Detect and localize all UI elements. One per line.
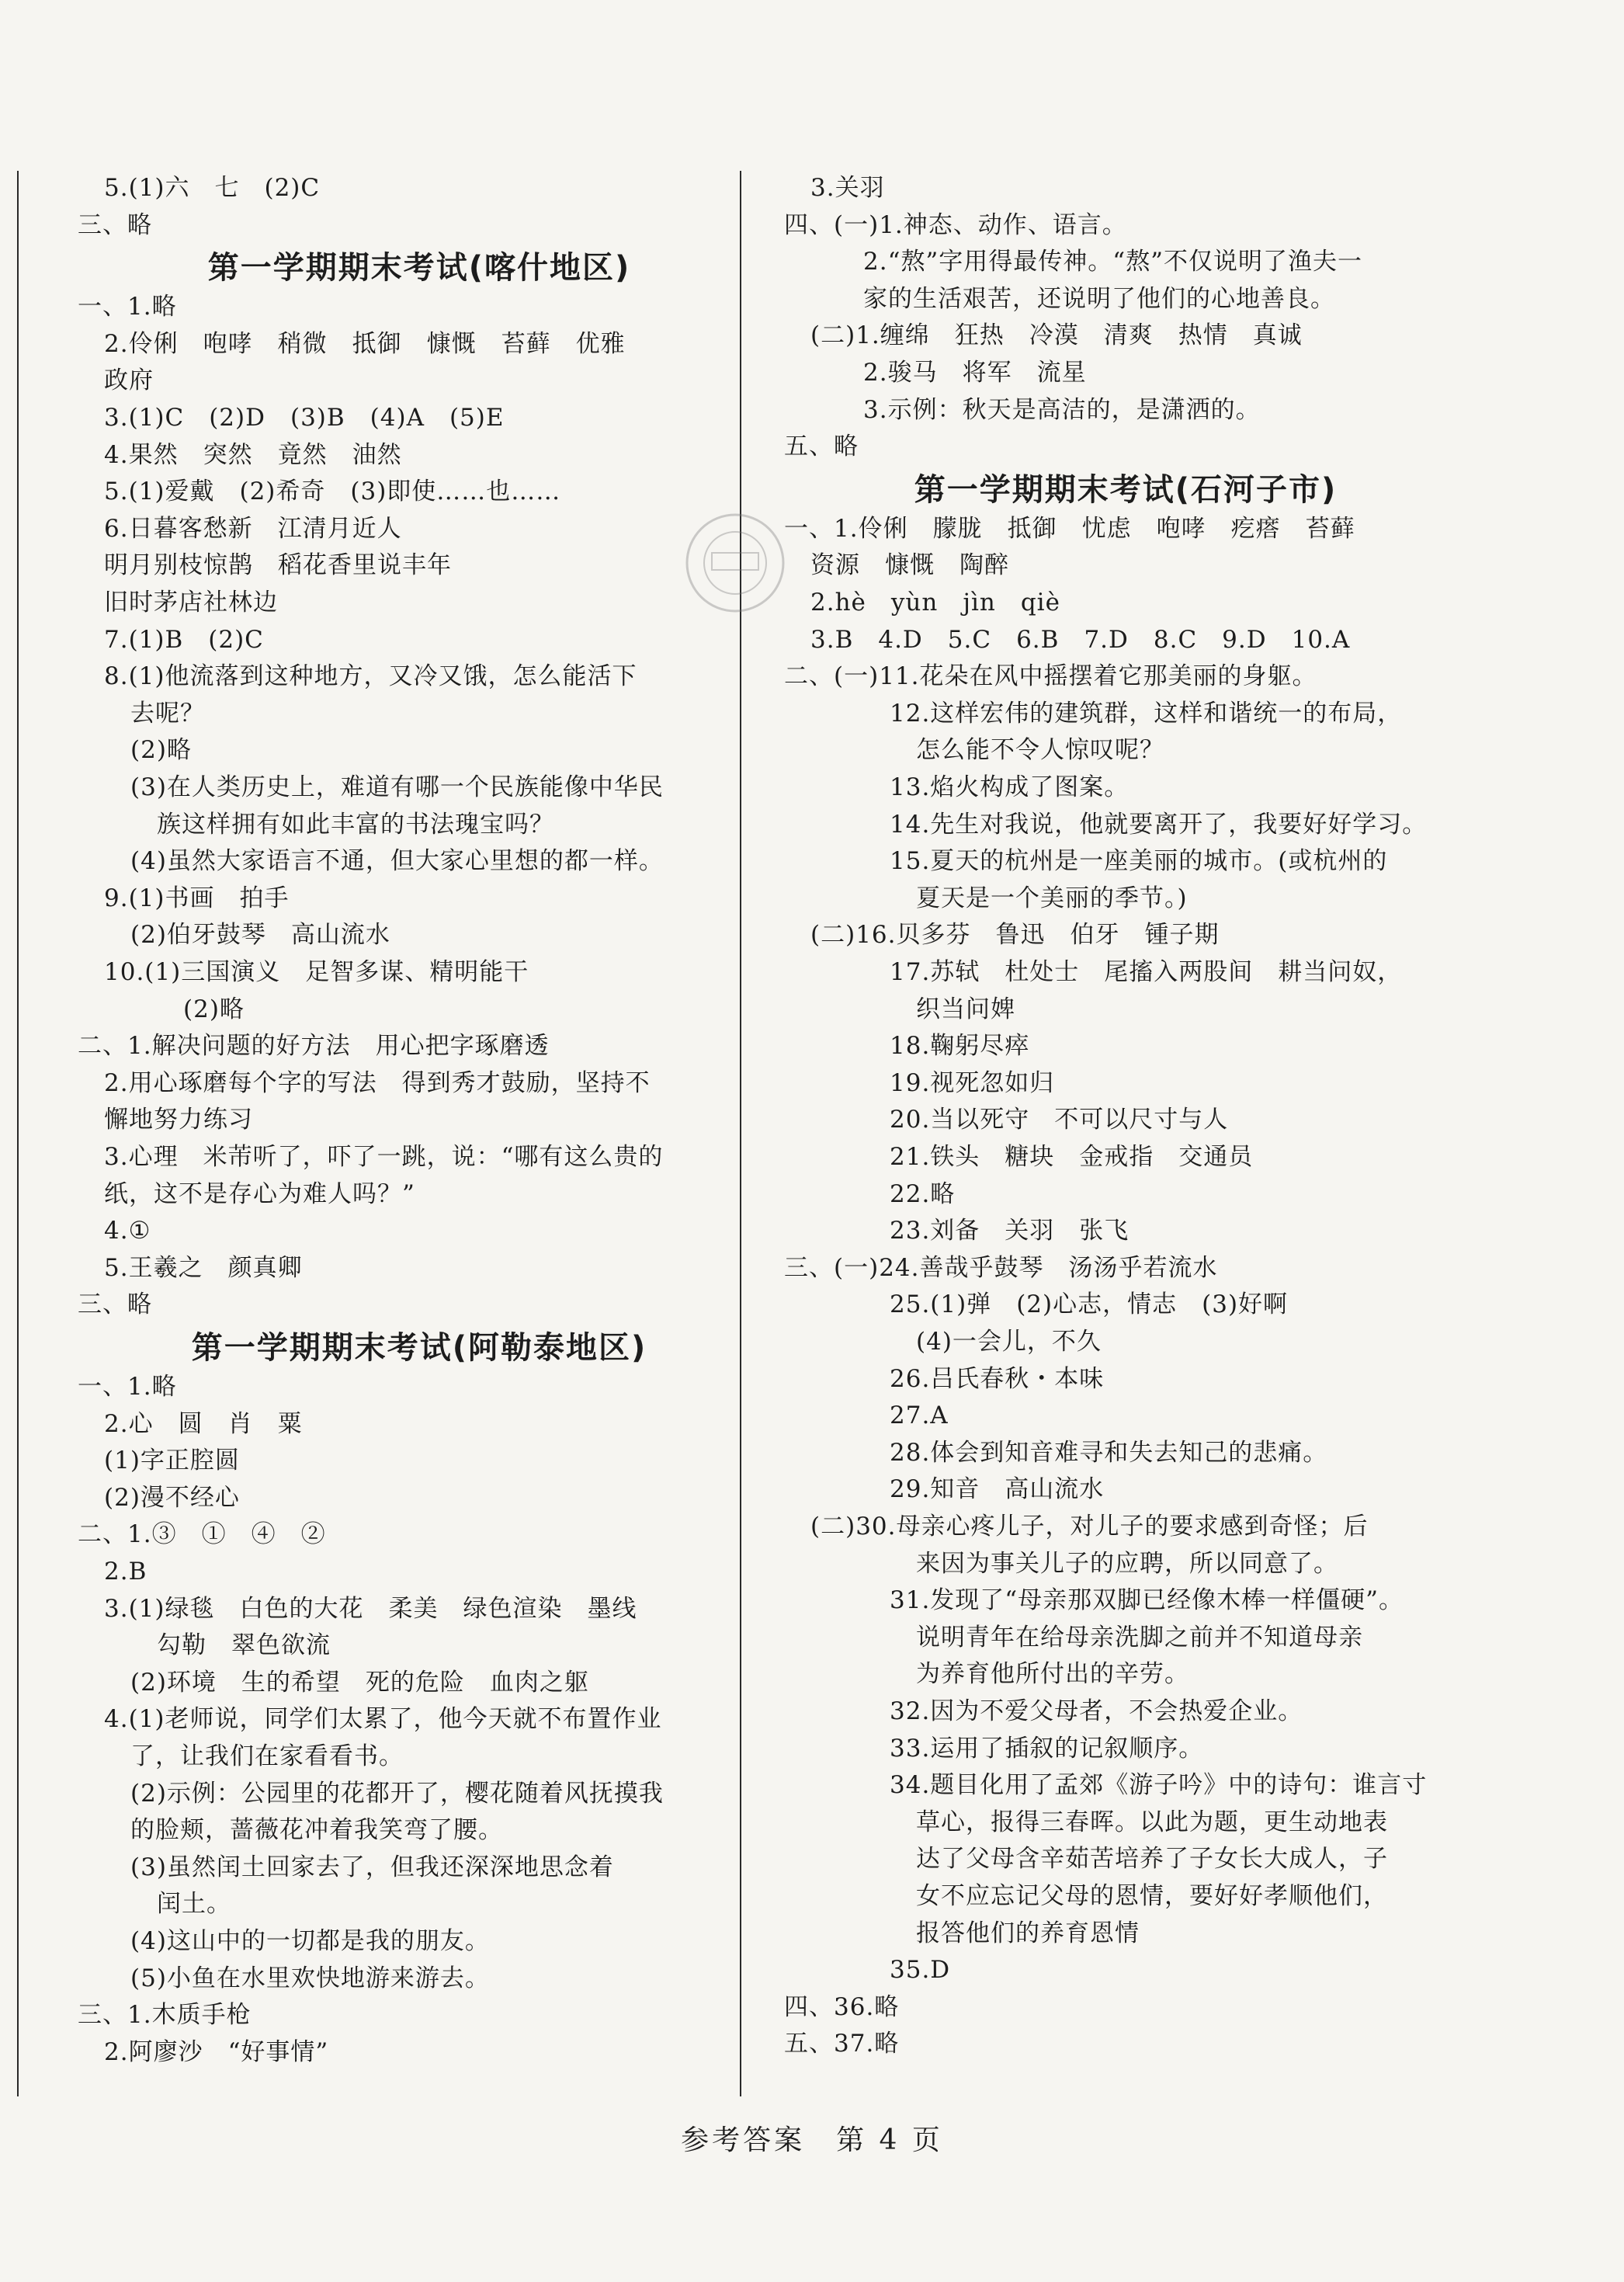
- page-footer: 参考答案 第 4 页: [681, 2124, 943, 2156]
- answer-line: 五、37.略: [784, 2030, 900, 2058]
- answer-line: 三、略: [78, 210, 152, 239]
- answer-line: 2.骏马 将军 流星: [863, 359, 1087, 387]
- answer-line: 17.苏轼 杜处士 尾搐入两股间 耕当问奴，: [890, 958, 1403, 986]
- answer-line: 29.知音 高山流水: [890, 1475, 1105, 1504]
- answer-line: 28.体会到知音难寻和失去知己的悲痛。: [890, 1438, 1328, 1467]
- answer-line: 三、(一)24.善哉乎鼓琴 汤汤乎若流水: [784, 1253, 1218, 1282]
- answer-line: 织当问婢: [916, 995, 1015, 1023]
- answer-line: 2.心 圆 肖 粟: [104, 1409, 303, 1438]
- answer-line: 3.B 4.D 5.C 6.B 7.D 8.C 9.D 10.A: [810, 625, 1351, 654]
- answer-line: 21.铁头 糖块 金戒指 交通员: [890, 1143, 1254, 1171]
- answer-line: (2)伯牙鼓琴 高山流水: [130, 921, 390, 950]
- answer-line: (2)略: [183, 995, 245, 1023]
- answer-line: 2.“熬”字用得最传神。“熬”不仅说明了渔夫一: [863, 248, 1362, 276]
- answer-line: 4.果然 突然 竟然 油然: [104, 440, 402, 469]
- answer-line: 族这样拥有如此丰富的书法瑰宝吗？: [157, 810, 554, 839]
- answer-line: (1)字正腔圆: [104, 1447, 240, 1475]
- answer-line: (3)在人类历史上，难道有哪一个民族能像中华民: [130, 773, 664, 801]
- answer-line: 19.视死忽如归: [890, 1068, 1055, 1097]
- answer-line: 3.示例：秋天是高洁的，是潇洒的。: [863, 395, 1261, 424]
- answer-line: (2)略: [130, 736, 192, 765]
- answer-line: 五、略: [784, 432, 859, 461]
- answer-line: 14.先生对我说，他就要离开了，我要好好学习。: [890, 810, 1428, 839]
- answer-line: 四、36.略: [784, 1992, 900, 2021]
- answer-line: 夏天是一个美丽的季节。): [916, 884, 1188, 912]
- answer-line: 4.(1)老师说，同学们太累了，他今天就不布置作业: [104, 1705, 662, 1734]
- answer-line: (4)这山中的一切都是我的朋友。: [130, 1927, 490, 1955]
- answer-line: (2)漫不经心: [104, 1483, 240, 1512]
- answer-line: (4)一会儿，不久: [916, 1328, 1102, 1356]
- answer-line: 22.略: [890, 1179, 956, 1208]
- answer-line: 33.运用了插叙的记叙顺序。: [890, 1734, 1204, 1763]
- answer-line: 怎么能不令人惊叹呢？: [916, 736, 1164, 765]
- answer-line: 三、略: [78, 1290, 152, 1319]
- answer-line: 三、1.木质手枪: [78, 2001, 252, 2030]
- left-margin-rule: [17, 171, 19, 2096]
- answer-line: 5.(1)爱戴 (2)希奇 (3)即使……也……: [104, 478, 561, 506]
- answer-line: (二)30.母亲心疼儿子，对儿子的要求感到奇怪；后: [810, 1513, 1369, 1540]
- column-divider: [740, 171, 741, 2096]
- answer-line: 26.吕氏春秋・本味: [890, 1364, 1105, 1393]
- answer-line: 23.刘备 关羽 张飞: [890, 1217, 1130, 1245]
- answer-line: (3)虽然闰土回家去了，但我还深深地思念着: [130, 1853, 614, 1881]
- answer-line: 一、1.略: [78, 1373, 177, 1401]
- answer-line: 二、1.③ ① ④ ②: [78, 1520, 326, 1549]
- answer-line: 27.A: [890, 1402, 949, 1430]
- answer-line: 一、1.伶俐 朦胧 抵御 忧虑 咆哮 疙瘩 苔藓: [784, 514, 1355, 543]
- answer-line: 7.(1)B (2)C: [104, 625, 264, 654]
- answer-line: 说明青年在给母亲洗脚之前并不知道母亲: [916, 1623, 1363, 1652]
- answer-line: 四、(一)1.神态、动作、语言。: [784, 210, 1127, 239]
- answer-line: 报答他们的养育恩情: [916, 1919, 1140, 1947]
- watermark-stamp: [677, 505, 793, 621]
- answer-line: 13.焰火构成了图案。: [890, 773, 1130, 801]
- answer-line: 5.(1)六 七 (2)C: [104, 174, 321, 202]
- answer-line: 34.题目化用了孟郊《游子吟》中的诗句：谁言寸: [890, 1771, 1428, 1800]
- answer-line: 了，让我们在家看看书。: [130, 1742, 404, 1770]
- answer-line: 资源 慷慨 陶醉: [810, 551, 1009, 580]
- answer-line: (二)1.缠绵 狂热 冷漠 清爽 热情 真诚: [810, 321, 1303, 350]
- answer-line: 4.①: [104, 1217, 151, 1245]
- answer-line: 32.因为不爱父母者，不会热爱企业。: [890, 1697, 1303, 1725]
- answer-line: 懈地努力练习: [104, 1106, 253, 1134]
- answer-line: (2)示例：公园里的花都开了，樱花随着风抚摸我: [130, 1779, 664, 1808]
- answer-line: 为养育他所付出的辛劳。: [916, 1660, 1189, 1689]
- answer-line: (二)16.贝多芬 鲁迅 伯牙 锺子期: [810, 921, 1220, 950]
- answer-line: 2.用心琢磨每个字的写法 得到秀才鼓励，坚持不: [104, 1068, 651, 1097]
- answer-line: 的脸颊，蔷薇花冲着我笑弯了腰。: [130, 1816, 503, 1845]
- answer-line: 2.阿廖沙 “好事情”: [104, 2037, 329, 2066]
- answer-line: 31.发现了“母亲那双脚已经像木棒一样僵硬”。: [890, 1586, 1404, 1615]
- answer-line: 二、1.解决问题的好方法 用心把字琢磨透: [78, 1032, 550, 1061]
- answer-line: 20.当以死守 不可以尺寸与人: [890, 1106, 1229, 1134]
- answer-line: 3.(1)C (2)D (3)B (4)A (5)E: [104, 404, 505, 432]
- answer-line: (5)小鱼在水里欢快地游来游去。: [130, 1964, 490, 1992]
- answer-line: 35.D: [890, 1956, 951, 1985]
- answer-line: 纸，这不是存心为难人吗？”: [104, 1179, 415, 1208]
- answer-line: 家的生活艰苦，还说明了他们的心地善良。: [863, 284, 1335, 313]
- answer-line: 女不应忘记父母的恩情，要好好孝顺他们，: [916, 1882, 1388, 1910]
- answer-line: 旧时茅店社林边: [104, 589, 278, 617]
- answer-line: 草心，报得三春晖。以此为题，更生动地表: [916, 1808, 1388, 1836]
- answer-line: 明月别枝惊鹊 稻花香里说丰年: [104, 551, 452, 580]
- answer-line: 闰土。: [157, 1890, 231, 1919]
- answer-line: 勾勒 翠色欲流: [157, 1631, 331, 1660]
- answer-line: (4)虽然大家语言不通，但大家心里想的都一样。: [130, 847, 664, 876]
- answer-line: 来因为事关儿子的应聘，所以同意了。: [916, 1549, 1338, 1578]
- answer-line: 9.(1)书画 拍手: [104, 884, 290, 912]
- answer-line: 5.王羲之 颜真卿: [104, 1253, 303, 1282]
- answer-line: 18.鞠躬尽瘁: [890, 1032, 1030, 1061]
- answer-line: (2)环境 生的希望 死的危险 血肉之躯: [130, 1668, 589, 1697]
- answer-line: 一、1.略: [78, 293, 177, 321]
- section-heading: 第一学期期末考试(阿勒泰地区): [191, 1330, 647, 1366]
- section-heading: 第一学期期末考试(喀什地区): [207, 250, 631, 287]
- answer-line: 15.夏天的杭州是一座美丽的城市。(或杭州的: [890, 847, 1388, 876]
- answer-line: 6.日暮客愁新 江清月近人: [104, 514, 402, 543]
- answer-line: 政府: [104, 366, 154, 395]
- answer-line: 去呢？: [130, 699, 205, 728]
- answer-line: 达了父母含辛茹苦培养了子女长大成人，子: [916, 1845, 1388, 1874]
- answer-line: 12.这样宏伟的建筑群，这样和谐统一的布局，: [890, 699, 1403, 728]
- answer-line: 3.关羽: [810, 174, 885, 202]
- answer-line: 25.(1)弹 (2)心志，情志 (3)好啊: [890, 1290, 1289, 1319]
- answer-line: 8.(1)他流落到这种地方，又冷又饿，怎么能活下: [104, 662, 637, 691]
- answer-line: 二、(一)11.花朵在风中摇摆着它那美丽的身躯。: [784, 662, 1317, 691]
- answer-line: 2.hè yùn jìn qiè: [810, 589, 1060, 617]
- answer-line: 2.B: [104, 1558, 147, 1586]
- answer-line: 10.(1)三国演义 足智多谋、精明能干: [104, 958, 529, 986]
- answer-line: 3.心理 米芾听了，吓了一跳，说：“哪有这么贵的: [104, 1143, 664, 1171]
- section-heading: 第一学期期末考试(石河子市): [914, 471, 1338, 508]
- answer-line: 3.(1)绿毯 白色的大花 柔美 绿色渲染 墨线: [104, 1594, 637, 1623]
- answer-line: 2.伶俐 咆哮 稍微 抵御 慷慨 苔藓 优雅: [104, 329, 626, 358]
